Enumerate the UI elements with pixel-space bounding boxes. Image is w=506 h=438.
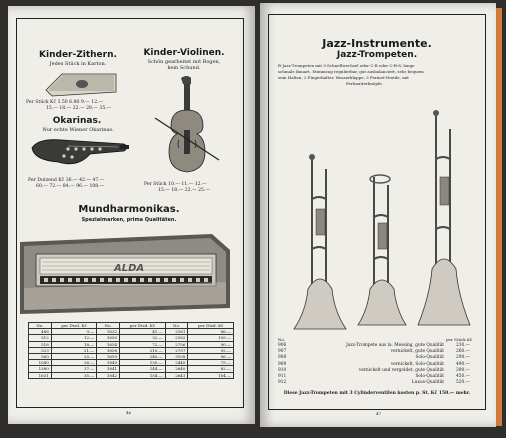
jazz-description-line-1: B-Jazz-Trompeten mit 3-Schnellwechsel oder C-B oder C-B-S, lange <box>278 63 415 68</box>
zither-illustration <box>42 68 122 98</box>
table-cell: 21.— <box>51 347 97 353</box>
table-cell: 37.— <box>51 366 97 372</box>
list-item-number: 908 <box>278 355 287 361</box>
harmonica-illustration <box>12 224 238 316</box>
table-header-cell: No. <box>29 323 52 329</box>
list-item-number: 910 <box>278 367 287 373</box>
kinder-violinen-prices-2: 15.— 18.— 22.— 25.— <box>158 188 210 193</box>
table-cell: 90.— <box>188 341 234 347</box>
jazz-item-descriptions <box>294 343 444 386</box>
kinder-zithern-prices-1: Per Stück Kč 3.50 6.80 9.— 12.— <box>26 100 104 105</box>
table-cell: 2640 <box>165 366 188 372</box>
list-item-description: vernickelt, gute Qualität <box>390 349 444 355</box>
table-header-cell: per Dtzd. Kč <box>120 323 166 329</box>
violin-illustration <box>153 74 223 178</box>
table-header-cell: No. <box>165 323 188 329</box>
no-column-header: No. <box>278 337 286 342</box>
table-cell: 1380 <box>29 366 52 372</box>
okarinas-title: Okarinas. <box>52 116 102 126</box>
list-item-number: 907 <box>278 349 287 355</box>
list-item-description: Jazz-Trompete aus la. Messing, gute Qualität <box>346 343 444 348</box>
harmonica-brand-label: ALDA <box>114 263 145 274</box>
list-item-number: 912 <box>278 380 287 386</box>
table-cell: 75.— <box>188 360 234 366</box>
table-cell: 523 <box>29 347 52 353</box>
list-item-number: 909 <box>278 361 287 367</box>
okarinas-prices-1: Per Dutzend Kč 36.— 42.— 47.— <box>28 178 105 183</box>
kinder-violinen-prices-1: Per Stück 10.— 11.— 12.— <box>144 182 207 187</box>
table-header-cell: per Dtzd. Kč <box>51 323 97 329</box>
table-cell: 92.— <box>188 347 234 353</box>
jazz-trumpets-illustration <box>290 99 480 339</box>
okarina-illustration <box>28 134 133 172</box>
right-page <box>260 3 496 427</box>
table-row <box>29 372 234 378</box>
table-cell: 2161 <box>165 329 188 335</box>
mundharmonikas-title: Mundharmonikas. <box>78 204 180 215</box>
jazz-description-line-3: zum Halten, 2 Fingerhalter, Wasserklappe, 3 Perinet-Ventile, mit <box>278 75 409 80</box>
table-header-cell: per Dtzd. Kč <box>188 323 234 329</box>
table-cell: 2641 <box>165 372 188 378</box>
jazz-item-numbers <box>278 343 286 386</box>
table-cell: 18.— <box>51 341 97 347</box>
list-item-price: 230.— <box>456 343 470 348</box>
kinder-zithern-subtitle: Jedes Stück in Karton. <box>49 61 107 67</box>
table-cell: 32.— <box>120 335 166 341</box>
okarinas-prices-2: 60.— 72.— 84.— 96.— 108.— <box>36 184 105 189</box>
list-item-price: 520.— <box>456 380 470 386</box>
table-cell: 1632 <box>97 329 120 335</box>
table-cell: 1659 <box>97 353 120 359</box>
jazz-trompeten-subtitle: Jazz-Trompeten. <box>336 50 418 60</box>
table-cell: 26.— <box>51 360 97 366</box>
list-item-number: 906 <box>278 343 287 348</box>
left-page <box>8 6 255 424</box>
jazz-description-line-2: schmale Bauart, Stimmzug regulierbar, gut ausbalanciert, sehr bequem <box>278 69 424 74</box>
table-cell: 210.— <box>120 347 166 353</box>
table-cell: 104.— <box>188 372 234 378</box>
list-item-number: 911 <box>278 374 287 380</box>
table-cell: 35.— <box>51 372 97 378</box>
table-cell: 1658 <box>97 347 120 353</box>
table-cell: 135.— <box>120 360 166 366</box>
table-cell: 1631 <box>29 372 52 378</box>
list-item-price: 390.— <box>456 367 470 373</box>
table-cell: 1654 <box>97 341 120 347</box>
kinder-violinen-subtitle-1: Schön gearbeitet mit Bogen, <box>147 59 221 65</box>
table-cell: 86.— <box>188 329 234 335</box>
table-cell: 1650 <box>97 335 120 341</box>
list-item-price: 490.— <box>456 361 470 367</box>
table-cell: 2757 <box>165 347 188 353</box>
table-cell: 1040 <box>29 360 52 366</box>
kinder-violinen-subtitle-2: kein Schund. <box>167 65 201 71</box>
table-cell: 96.— <box>188 353 234 359</box>
table-cell: 1840 <box>97 360 120 366</box>
kinder-violinen-title: Kinder-Violinen. <box>143 48 225 58</box>
list-item-description: Solo-Qualität <box>415 355 444 361</box>
table-cell: 1841 <box>97 366 120 372</box>
table-cell: 2756 <box>165 341 188 347</box>
jazz-footer-note: Diese Jazz-Trompeten mit 3 Cylinderventilen kosten p. St. Kč 150.— mehr. <box>283 391 471 396</box>
table-cell: 240.— <box>120 353 166 359</box>
mundharmonikas-subtitle: Spezialmarken, prima Qualitäten. <box>81 217 177 223</box>
book-cover-edge <box>496 8 502 426</box>
table-cell: 82.— <box>188 366 234 372</box>
table-cell: 2162 <box>165 335 188 341</box>
list-item-price: 260.— <box>456 349 470 355</box>
table-cell: 25.— <box>51 353 97 359</box>
table-cell: 41.— <box>120 329 166 335</box>
table-cell: 3108 <box>165 353 188 359</box>
kinder-zithern-title: Kinder-Zithern. <box>39 50 117 60</box>
jazz-instrumente-title: Jazz-Instrumente. <box>322 37 432 50</box>
okarinas-subtitle: Nur echte Wiener Okarinas. <box>42 127 114 133</box>
jazz-description-line-4: Perlmutterknöpfe. <box>346 81 384 86</box>
table-cell: 512 <box>29 335 52 341</box>
kinder-zithern-prices-2: 15.— 18.— 22.— 28.— 35.— <box>46 106 112 111</box>
list-item-description: vernickelt, Solo-Qualität <box>390 361 444 367</box>
table-cell: 486 <box>29 329 52 335</box>
table-cell: 560 <box>29 353 52 359</box>
list-item-price: 290.— <box>456 355 470 361</box>
table-cell: 12.— <box>51 335 97 341</box>
table-cell: 2440 <box>165 360 188 366</box>
list-item-description: vernickelt und vergoldet, gute Qualität <box>358 367 444 373</box>
table-cell: 72.— <box>120 341 166 347</box>
price-column-header: per Stück Kč <box>446 337 473 342</box>
list-item-description: Solo-Qualität <box>415 374 444 380</box>
jazz-item-prices <box>456 343 470 386</box>
table-cell: 1842 <box>97 372 120 378</box>
mundharmonikas-price-table <box>28 322 234 379</box>
table-cell: 105.— <box>188 335 234 341</box>
table-cell: 9.— <box>51 329 97 335</box>
table-cell: 144.— <box>120 366 166 372</box>
left-page-number: 46 <box>126 410 132 415</box>
list-item-price: 450.— <box>456 374 470 380</box>
right-page-number: 47 <box>376 411 382 416</box>
table-cell: 154.— <box>120 372 166 378</box>
table-header-cell: No. <box>97 323 120 329</box>
table-cell: 516 <box>29 341 52 347</box>
list-item-description: Luxus-Qualität <box>411 380 444 386</box>
